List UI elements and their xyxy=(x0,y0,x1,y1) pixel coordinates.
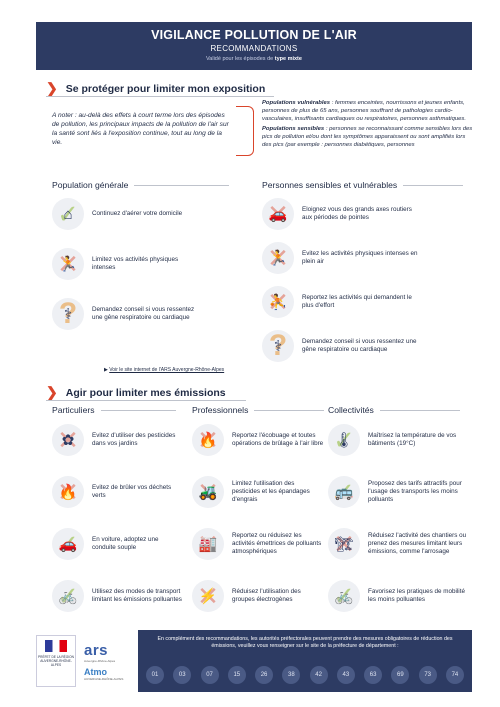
recommendation-text: Eloignez vous des grands axes routiers aux périodes de pointes xyxy=(302,205,412,221)
traffic-icon: 🚗 ✕ xyxy=(262,198,294,230)
recommendation-text: Continuez d'aérer votre domicile xyxy=(92,209,183,217)
recommendation-item xyxy=(328,580,472,612)
professionals-title: Professionnels xyxy=(192,405,324,415)
bus-icon: 🚌 ✓ xyxy=(328,476,360,508)
recommendation-item xyxy=(52,476,182,508)
page-subtitle: RECOMMANDATIONS xyxy=(210,44,298,53)
effort-icon: ⛹ ✕ xyxy=(262,286,294,318)
ars-atmo-logos: ars Auvergne-Rhône-Alpes Atmo AUVERGNE-RHÔNE-ALPES xyxy=(84,641,124,681)
recommendation-text: Evitez les activités physiques intenses en plein air xyxy=(302,249,418,265)
recommendation-item xyxy=(52,298,202,330)
header-banner xyxy=(36,22,472,70)
bike-icon: 🚲 ✓ xyxy=(328,580,360,612)
department-badge[interactable]: 01 xyxy=(146,666,164,684)
construction-icon: 🏗 ✕ xyxy=(328,528,360,560)
sensitive-population-title: Personnes sensibles et vulnérables xyxy=(262,180,463,190)
ars-logo: ars xyxy=(84,641,109,659)
communities-title: Collectivités xyxy=(328,405,460,415)
recommendation-item xyxy=(328,528,472,560)
car-icon: 🚗 ✓ xyxy=(52,528,84,560)
recommendation-text: Favorisez les pratiques de mobilité les moins polluantes xyxy=(368,587,465,603)
recommendation-item xyxy=(52,424,182,456)
page-title: VIGILANCE POLLUTION DE L'AIR xyxy=(151,28,357,42)
general-population-title: Population générale xyxy=(52,180,229,190)
recommendation-text: Reportez les activités qui demandent le plus d'effort xyxy=(302,293,412,309)
recommendation-text: Demandez conseil si vous ressentez une gêne respiratoire ou cardiaque xyxy=(302,337,417,353)
department-badge[interactable]: 42 xyxy=(310,666,328,684)
french-flag-icon xyxy=(45,640,67,652)
thermometer-icon: 🌡 ✓ xyxy=(328,424,360,456)
recommendation-text: Proposez des tarifs attractifs pour l'usage des transports les moins polluants xyxy=(368,479,462,504)
recommendation-item xyxy=(52,528,182,560)
recommendation-item xyxy=(192,580,324,612)
stubble-burning-icon: 🔥 ✕ xyxy=(192,424,224,456)
atmo-logo: Atmo xyxy=(84,666,107,677)
recommendation-item xyxy=(328,424,472,456)
section-act-title: ❯ Agir pour limiter mes émissions xyxy=(46,384,226,400)
ars-website-link[interactable]: ▶ Voir le site internet de l'ARS Auvergne-Rhône-Alpes xyxy=(104,367,225,373)
recommendation-item xyxy=(328,476,472,508)
prefect-logo: PRÉFET DE LA RÉGION AUVERGNE-RHÔNE-ALPES xyxy=(36,635,76,687)
recommendation-item xyxy=(192,424,324,456)
recommendation-text: Reportez l'écobuage et toutes opérations de brûlage à l'air libre xyxy=(232,431,324,447)
partner-logos xyxy=(36,630,136,692)
recommendation-item xyxy=(262,198,422,230)
chevron-right-icon: ❯ xyxy=(46,80,58,96)
recommendation-text: Demandez conseil si vous ressentez une gêne respiratoire ou cardiaque xyxy=(92,305,195,321)
department-badge[interactable]: 43 xyxy=(337,666,355,684)
department-badge[interactable]: 73 xyxy=(419,666,437,684)
recommendation-item xyxy=(262,330,422,362)
recommendation-text: Limitez l'utilisation des pesticides et les épandages d'engrais xyxy=(232,479,310,504)
department-badge[interactable]: 74 xyxy=(446,666,464,684)
chevron-right-icon: ❯ xyxy=(46,384,58,400)
recommendation-item xyxy=(192,476,324,508)
doctor-icon: ⚕ ? xyxy=(262,330,294,362)
pesticide-icon: ✿ ✕ xyxy=(52,424,84,456)
department-badge[interactable]: 15 xyxy=(228,666,246,684)
department-badge[interactable]: 26 xyxy=(255,666,273,684)
generator-icon: ⚡ ✕ xyxy=(192,580,224,612)
factory-icon: 🏭 ✕ xyxy=(192,528,224,560)
recommendation-item xyxy=(262,286,422,318)
recommendation-item xyxy=(52,248,202,280)
department-list xyxy=(146,666,464,684)
department-badge[interactable]: 38 xyxy=(282,666,300,684)
runner-icon: 🏃 ✕ xyxy=(262,242,294,274)
recommendation-text: En voiture, adoptez une conduite souple xyxy=(92,535,159,551)
department-badge[interactable]: 69 xyxy=(391,666,409,684)
divider xyxy=(46,96,274,97)
bike-icon: 🚲 ✓ xyxy=(52,580,84,612)
recommendation-text: Réduisez l'activité des chantiers ou prenez des mesures limitant leurs émissions, comme l'arrosage xyxy=(368,531,467,556)
recommendation-text: Limitez vos activités physiques intenses xyxy=(92,255,179,271)
recommendation-text: Evitez d'utiliser des pesticides dans vos jardins xyxy=(92,431,176,447)
episode-type-caption: Validé pour les épisodes de type mixte xyxy=(206,56,302,62)
department-badge[interactable]: 03 xyxy=(173,666,191,684)
individuals-title: Particuliers xyxy=(52,405,176,415)
prefecture-info-box xyxy=(138,630,472,692)
recommendation-item xyxy=(52,580,182,612)
recommendation-item xyxy=(52,198,202,230)
footer xyxy=(36,630,472,692)
recommendation-text: Evitez de brûler vos déchets verts xyxy=(92,483,172,499)
doctor-icon: ⚕ ? xyxy=(52,298,84,330)
department-badge[interactable]: 07 xyxy=(201,666,219,684)
window-icon: ⌂ ✓ xyxy=(52,198,84,230)
recommendation-text: Utilisez des modes de transport limitant les émissions polluantes xyxy=(92,587,182,603)
department-badge[interactable]: 63 xyxy=(364,666,382,684)
recommendation-item xyxy=(192,528,324,560)
recommendation-text: Reportez ou réduisez les activités émettrices de polluants atmosphériques xyxy=(232,531,322,556)
recommendation-text: Réduisez l'utilisation des groupes électrogènes xyxy=(232,587,301,603)
exposure-note: A noter : au-delà des effets à court terme lors des épisodes de pollution, les principaux impacts de la pollution de l'air sur la santé sont liés à l'exposition continue, tout au long de la vie. xyxy=(52,112,229,146)
burning-waste-icon: 🔥 ✕ xyxy=(52,476,84,508)
divider xyxy=(46,400,246,401)
bracket-decoration xyxy=(236,106,254,156)
section-protect-title: ❯ Se protéger pour limiter mon exposition xyxy=(46,80,266,96)
recommendation-item xyxy=(262,242,422,274)
tractor-icon: 🚜 ✕ xyxy=(192,476,224,508)
populations-definitions: Populations vulnérables : femmes enceintes, nourrissons et jeunes enfants, personnes de plus de 65 ans, personnes souffrant de pathologies cardio-vasculaires, insuffisants cardiaques ou respiratoires, personnes asthmatiques. Populations sensibles : personnes se reconnaissant comme sensibles lors des pics de pollution et/ou dont les symptômes apparaissent ou sont amplifiés lors des pics (par exemple : personnes diabétiques, personnes xyxy=(262,100,473,148)
runner-icon: 🏃 ✕ xyxy=(52,248,84,280)
recommendation-text: Maîtrisez la température de vos bâtiments (19°C) xyxy=(368,431,457,447)
prefecture-info-text: En complément des recommandations, les autorités préfectorales peuvent prendre des mesures obligatoires de réduction des émissions, veuillez vous renseigner sur le site de la préfecture de département : xyxy=(157,636,453,650)
